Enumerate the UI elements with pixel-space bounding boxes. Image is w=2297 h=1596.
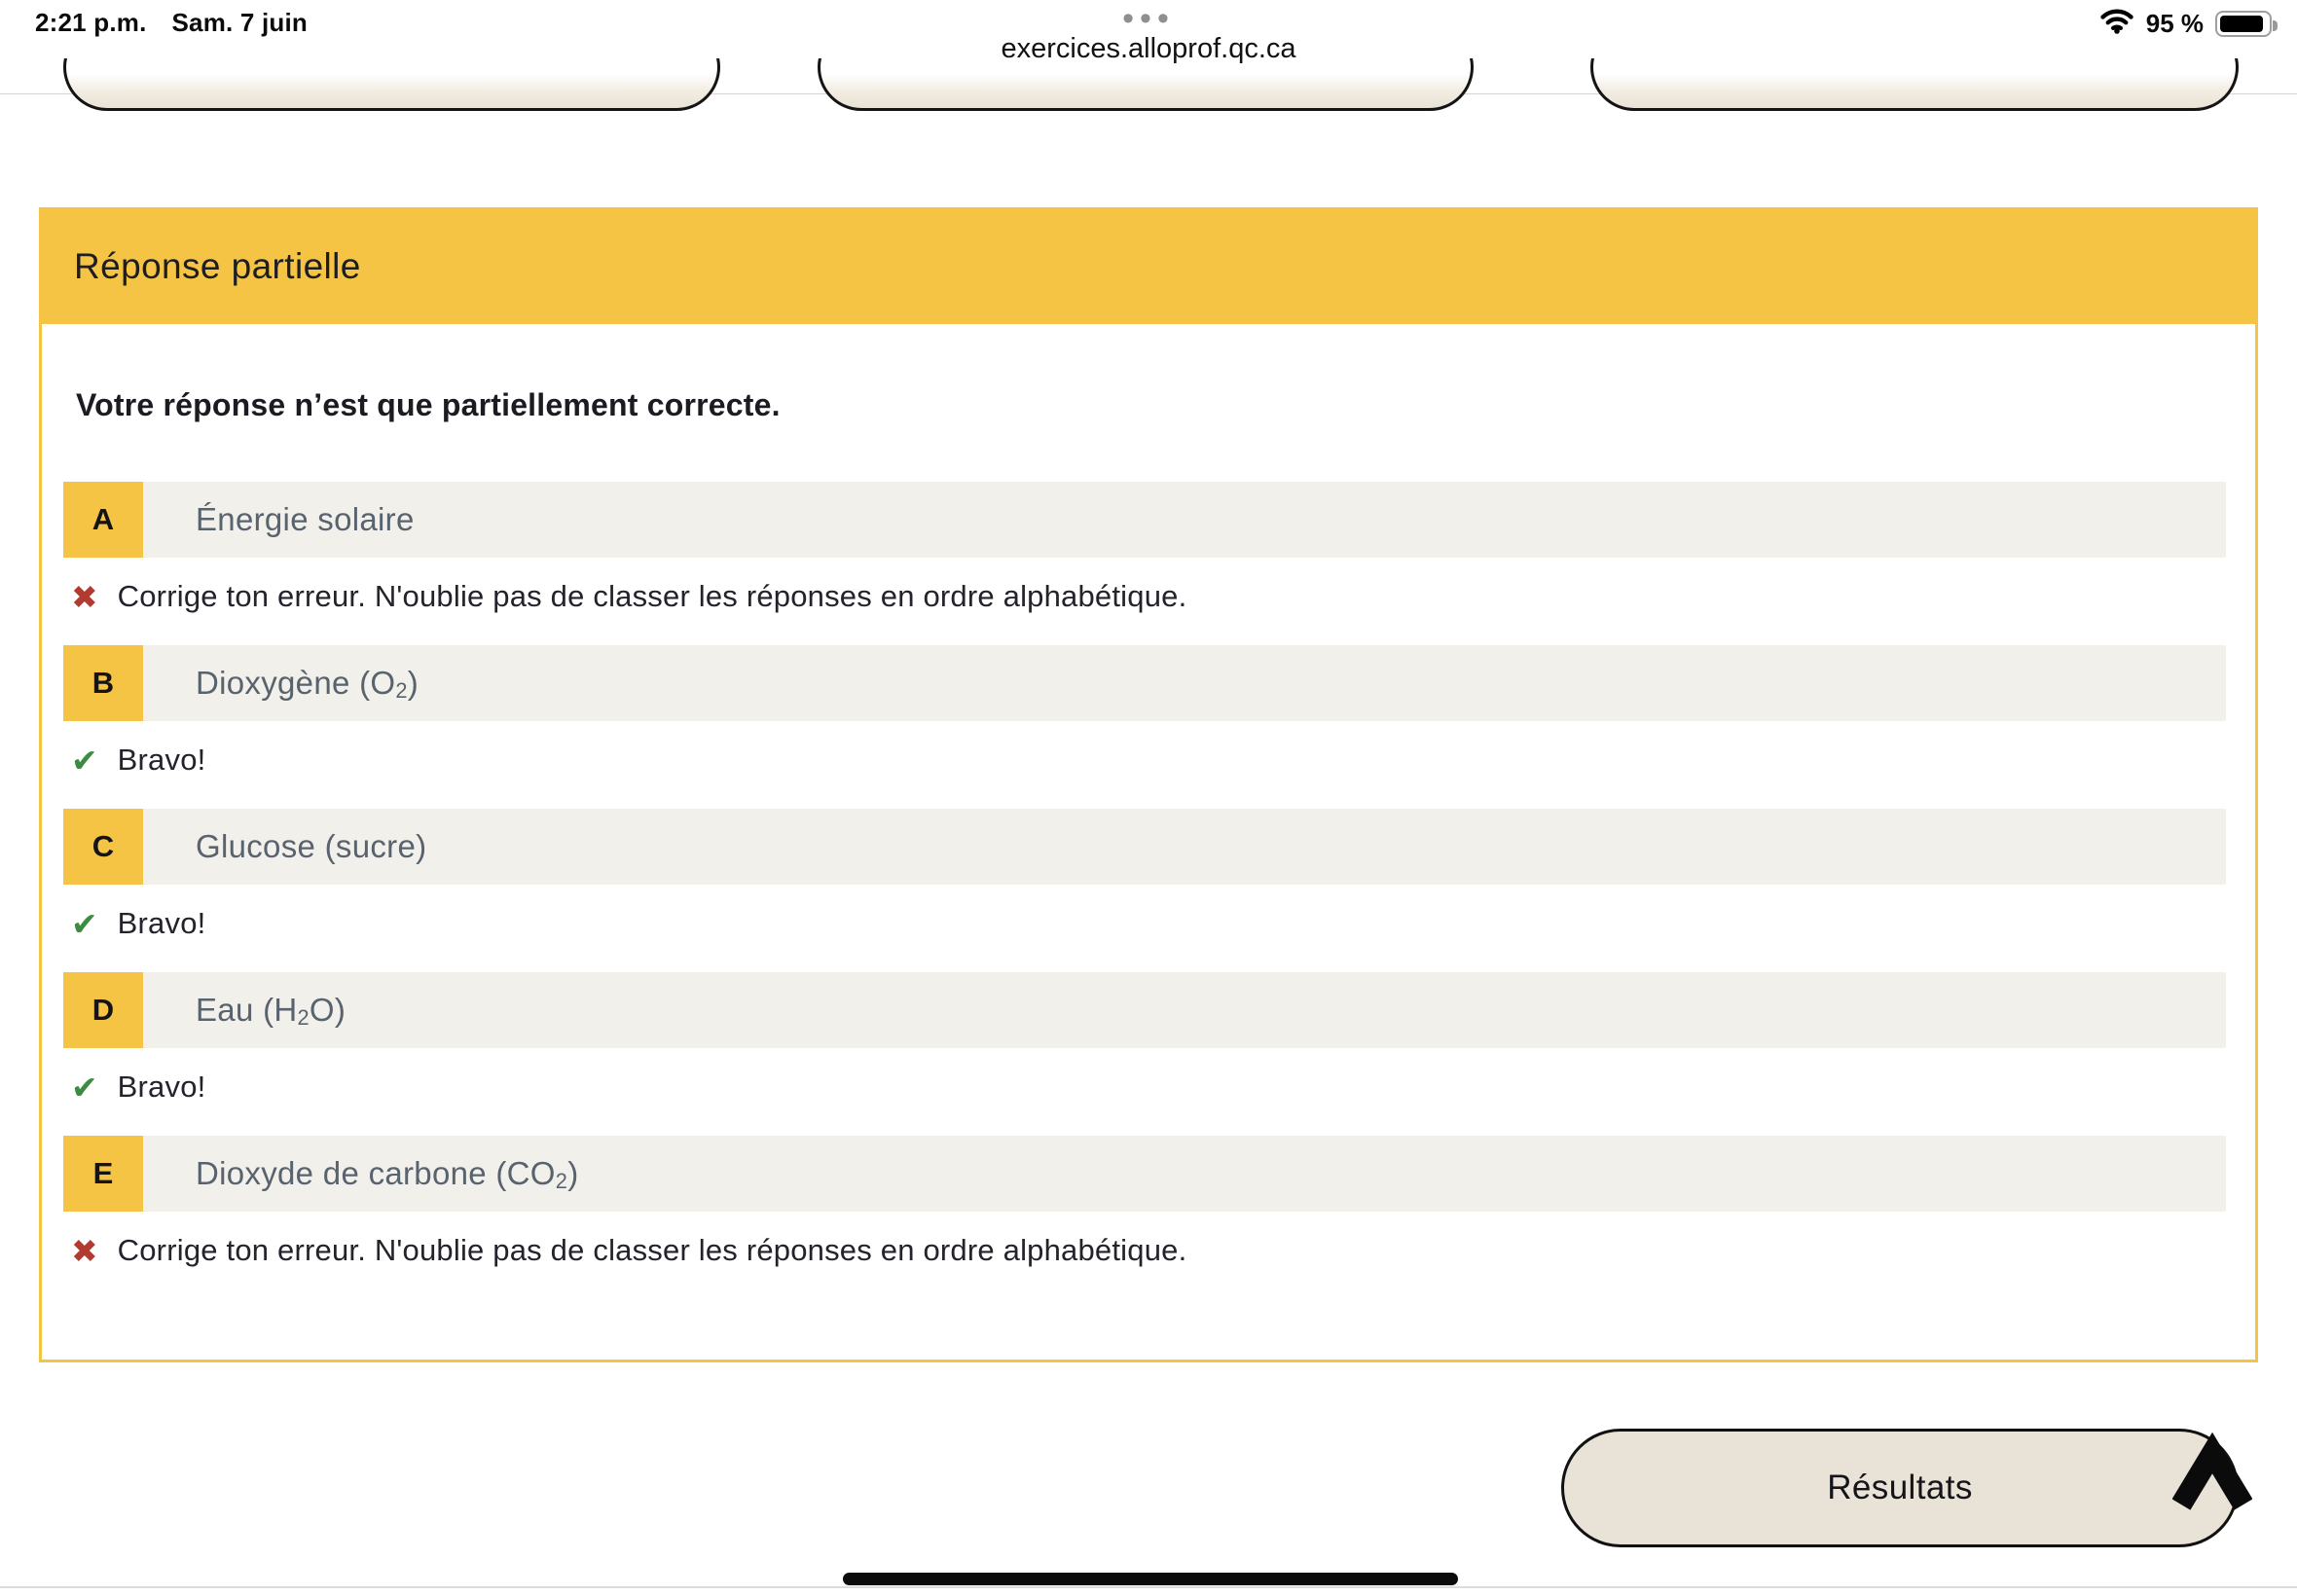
answer-label-suffix: ) (407, 665, 419, 701)
address-bar[interactable]: exercices.alloprof.qc.ca (1001, 33, 1296, 64)
answer-label-text: Dioxyde de carbone (CO (196, 1155, 556, 1191)
answer-feedback (63, 1066, 2226, 1108)
answer-label (143, 645, 2226, 721)
answer-label (143, 809, 2226, 885)
answer-label-subscript: 2 (555, 1168, 568, 1193)
chevron-up-icon[interactable] (2172, 1431, 2252, 1525)
answer-label-text: Énergie solaire (196, 501, 415, 537)
answer-feedback (63, 902, 2226, 945)
answer-letter-badge: B (63, 645, 143, 721)
answer-letter-badge: D (63, 972, 143, 1048)
answer-block-c (63, 809, 2226, 945)
check-icon: ✔ (71, 905, 98, 942)
answer-block-d (63, 972, 2226, 1108)
feedback-text: Corrige ton erreur. N'oublie pas de classer les réponses en ordre alphabétique. (117, 579, 1187, 613)
check-icon: ✔ (71, 1069, 98, 1106)
answer-letter-badge: E (63, 1136, 143, 1212)
answer-label (143, 1136, 2226, 1212)
feedback-text: Corrige ton erreur. N'oublie pas de classer les réponses en ordre alphabétique. (117, 1233, 1187, 1267)
check-icon: ✔ (71, 742, 98, 779)
answer-feedback (63, 575, 2226, 618)
clipped-answer-button-1[interactable] (63, 58, 720, 111)
answers-list (63, 482, 2226, 1299)
answer-block-a (63, 482, 2226, 618)
feedback-text: Bravo! (117, 906, 206, 940)
result-message: Votre réponse n’est que partiellement correcte. (76, 387, 781, 422)
clipped-answer-button-3[interactable] (1590, 58, 2239, 111)
results-button[interactable] (1561, 1429, 2239, 1547)
cross-icon: ✖ (71, 578, 98, 615)
home-indicator[interactable] (843, 1573, 1458, 1585)
clipped-answer-button-2[interactable] (818, 58, 1474, 111)
feedback-text: Bravo! (117, 1070, 206, 1104)
feedback-text: Bravo! (117, 743, 206, 777)
answer-label (143, 972, 2226, 1048)
answer-block-b (63, 645, 2226, 781)
answer-label-subscript: 2 (297, 1004, 310, 1030)
answer-choice-row (63, 645, 2226, 721)
results-button-label: Résultats (1827, 1469, 1973, 1506)
answer-label-text: Dioxygène (O (196, 665, 396, 701)
clock: 2:21 p.m. (35, 8, 147, 37)
wifi-icon (2099, 8, 2134, 39)
answer-label (143, 482, 2226, 558)
bottom-divider (0, 1586, 2297, 1588)
answer-feedback (63, 739, 2226, 781)
answer-label-text: Eau (H (196, 992, 298, 1028)
answer-label-text: Glucose (sucre) (196, 828, 427, 864)
card-title: Réponse partielle (74, 246, 361, 286)
answer-choice-row (63, 809, 2226, 885)
answer-block-e (63, 1136, 2226, 1272)
answer-letter-badge: C (63, 809, 143, 885)
clipped-answer-buttons (0, 58, 2297, 111)
page-options-button[interactable]: ••• (1122, 0, 1175, 37)
answer-feedback (63, 1229, 2226, 1272)
answer-choice-row (63, 482, 2226, 558)
partial-answer-card (39, 207, 2258, 1362)
status-bar-right (2099, 8, 2272, 39)
answer-label-suffix: ) (567, 1155, 579, 1191)
answer-choice-row (63, 1136, 2226, 1212)
answer-label-suffix: O) (309, 992, 346, 1028)
battery-icon (2215, 11, 2272, 37)
card-header (41, 209, 2256, 324)
answer-choice-row (63, 972, 2226, 1048)
answer-letter-badge: A (63, 482, 143, 558)
answer-label-subscript: 2 (395, 677, 408, 703)
cross-icon: ✖ (71, 1232, 98, 1269)
date: Sam. 7 juin (171, 8, 308, 37)
battery-percent: 95 % (2145, 8, 2204, 38)
